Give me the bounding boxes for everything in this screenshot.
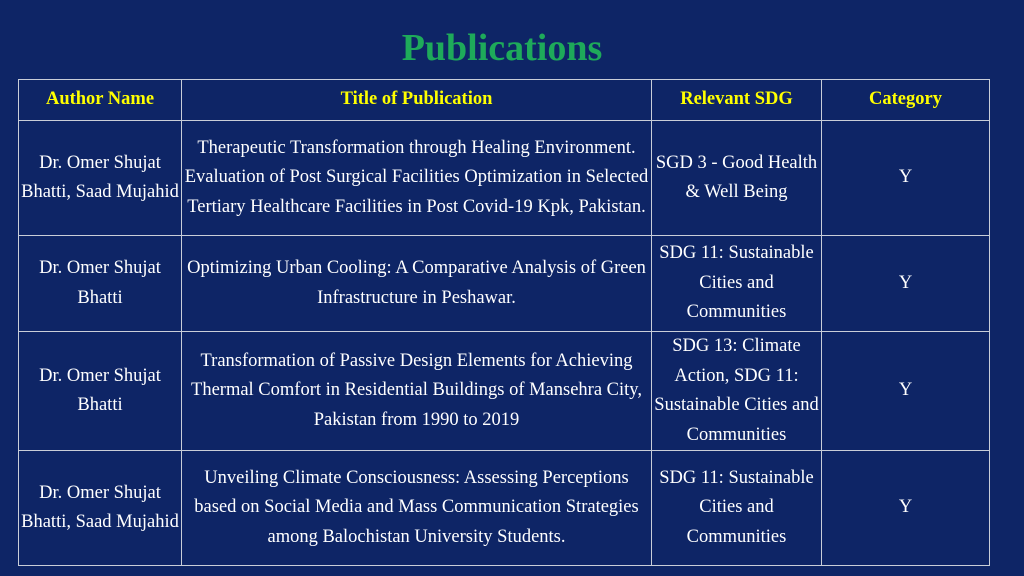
- header-relevant-sdg: Relevant SDG: [652, 80, 822, 121]
- author-cell: Dr. Omer Shujat Bhatti: [19, 236, 182, 332]
- title-cell: Therapeutic Transformation through Healing Environment. Evaluation of Post Surgical Facilities Optimization in Selected Tertiary Healthcare Facilities in Post Covid-19 Kpk, Pakistan.: [182, 121, 652, 236]
- sdg-cell: SDG 11: Sustainable Cities and Communities: [652, 236, 822, 332]
- sdg-cell: SGD 3 - Good Health & Well Being: [652, 121, 822, 236]
- author-cell: Dr. Omer Shujat Bhatti, Saad Mujahid: [19, 121, 182, 236]
- category-cell: Y: [822, 332, 990, 451]
- title-cell: Unveiling Climate Consciousness: Assessing Perceptions based on Social Media and Mass Communication Strategies among Balochistan University Students.: [182, 451, 652, 566]
- header-category: Category: [822, 80, 990, 121]
- title-cell: Optimizing Urban Cooling: A Comparative Analysis of Green Infrastructure in Peshawar.: [182, 236, 652, 332]
- author-cell: Dr. Omer Shujat Bhatti: [19, 332, 182, 451]
- sdg-cell: SDG 13: Climate Action, SDG 11: Sustainable Cities and Communities: [652, 332, 822, 451]
- page-title: Publications: [401, 27, 603, 69]
- header-title-of-publication: Title of Publication: [182, 80, 652, 121]
- sdg-cell: SDG 11: Sustainable Cities and Communities: [652, 451, 822, 566]
- table-row: [19, 236, 990, 332]
- category-cell: Y: [822, 236, 990, 332]
- author-cell: Dr. Omer Shujat Bhatti, Saad Mujahid: [19, 451, 182, 566]
- category-cell: Y: [822, 451, 990, 566]
- publications-table: [18, 79, 990, 566]
- table-row: [19, 451, 990, 566]
- table-row: [19, 332, 990, 451]
- title-cell: Transformation of Passive Design Elements for Achieving Thermal Comfort in Residential Buildings of Mansehra City, Pakistan from 1990 to 2019: [182, 332, 652, 451]
- table-header-row: [19, 80, 990, 121]
- header-author-name: Author Name: [19, 80, 182, 121]
- table-row: [19, 121, 990, 236]
- category-cell: Y: [822, 121, 990, 236]
